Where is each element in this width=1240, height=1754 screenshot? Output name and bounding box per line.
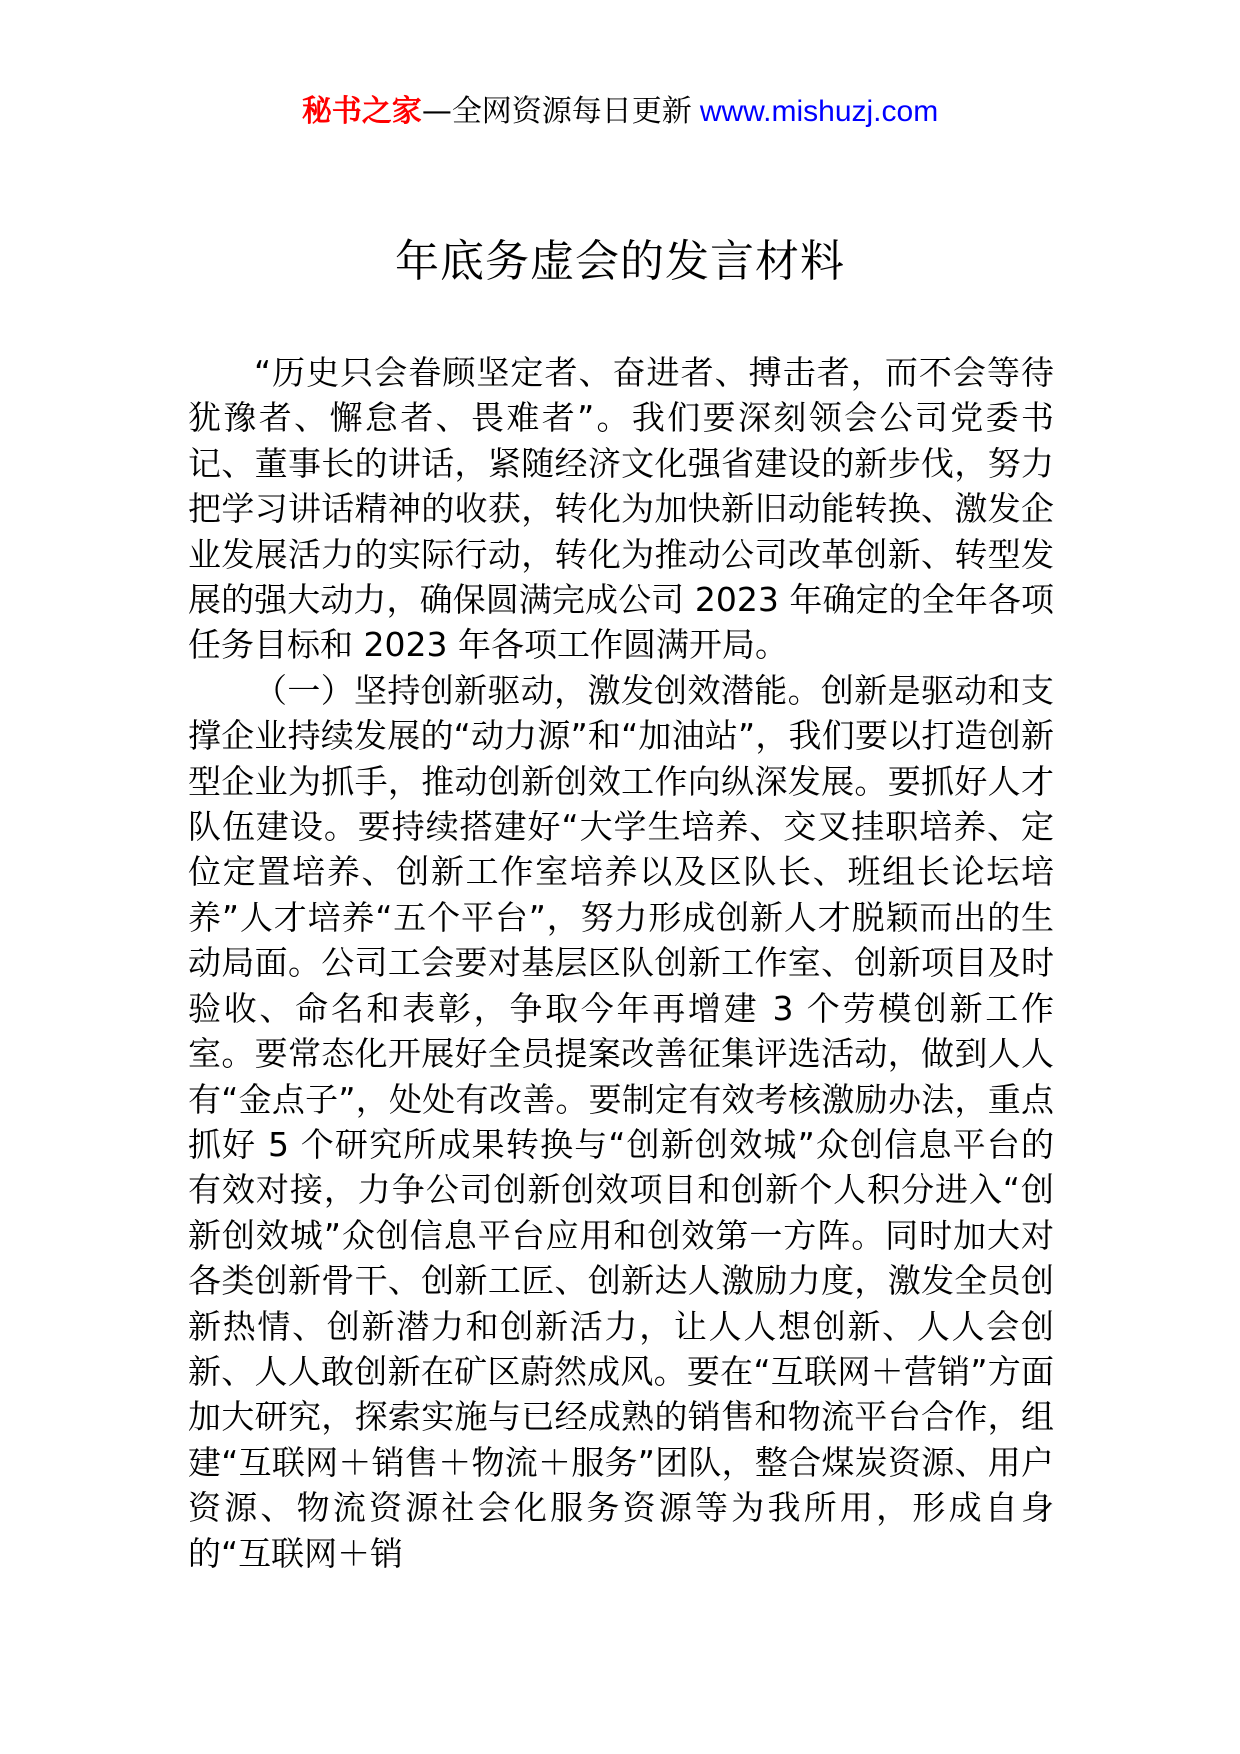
paragraph-innovation: （一）坚持创新驱动，激发创效潜能。创新是驱动和支撑企业持续发展的“动力源”和“加油站”，我们要以打造创新型企业为抓手，推动创新创效工作向纵深发展。要抓好人才队伍建设。要持续搭建好“大学生培养、交叉挂职培养、定位定置培养、创新工作室培养以及区队长、班组长论坛培养”人才培养“五个平台”，努力形成创新人才脱颖而出的生动局面。公司工会要对基层区队创新工作室、创新项目及时验收、命名和表彰，争取今年再增建 3 个劳模创新工作室。要常态化开展好全员提案改善征集评选活动，做到人人有“金点子”，处处有改善。要制定有效考核激励办法，重点抓好 5 个研究所成果转换与“创新创效城”众创信息平台的有效对接，力争公司创新创效项目和创新个人积分进入“创新创效城”众创信息平台应用和创效第一方阵。同时加大对各类创新骨干、创新工匠、创新达人激励力度，激发全员创新热情、创新潜力和创新活力，让人人想创新、人人会创新、人人敢创新在矿区蔚然成风。要在“互联网＋营销”方面加大研究，探索实施与已经成熟的销售和物流平台合作，组建“互联网＋销售＋物流＋服务”团队，整合煤炭资源、用户资源、物流资源社会化服务资源等为我所用，形成自身的“互联网＋销	[188, 670, 1054, 1573]
document-body	[188, 350, 1054, 1576]
site-header	[0, 92, 1240, 132]
site-url-link[interactable]: www.mishuzj.com	[699, 95, 939, 128]
document-title: 年底务虚会的发言材料	[395, 236, 845, 287]
header-tagline: —全网资源每日更新	[421, 94, 692, 129]
paragraph-intro: “历史只会眷顾坚定者、奋进者、搏击者，而不会等待犹豫者、懈怠者、畏难者”。我们要深刻领会公司党委书记、董事长的讲话，紧随经济文化强省建设的新步伐，努力把学习讲话精神的收获，转化为加快新旧动能转换、激发企业发展活力的实际行动，转化为推动公司改革创新、转型发展的强大动力，确保圆满完成公司 2023 年确定的全年各项任务目标和 2023 年各项工作圆满开局。	[188, 353, 1054, 665]
brand-name: 秘书之家	[301, 94, 422, 129]
